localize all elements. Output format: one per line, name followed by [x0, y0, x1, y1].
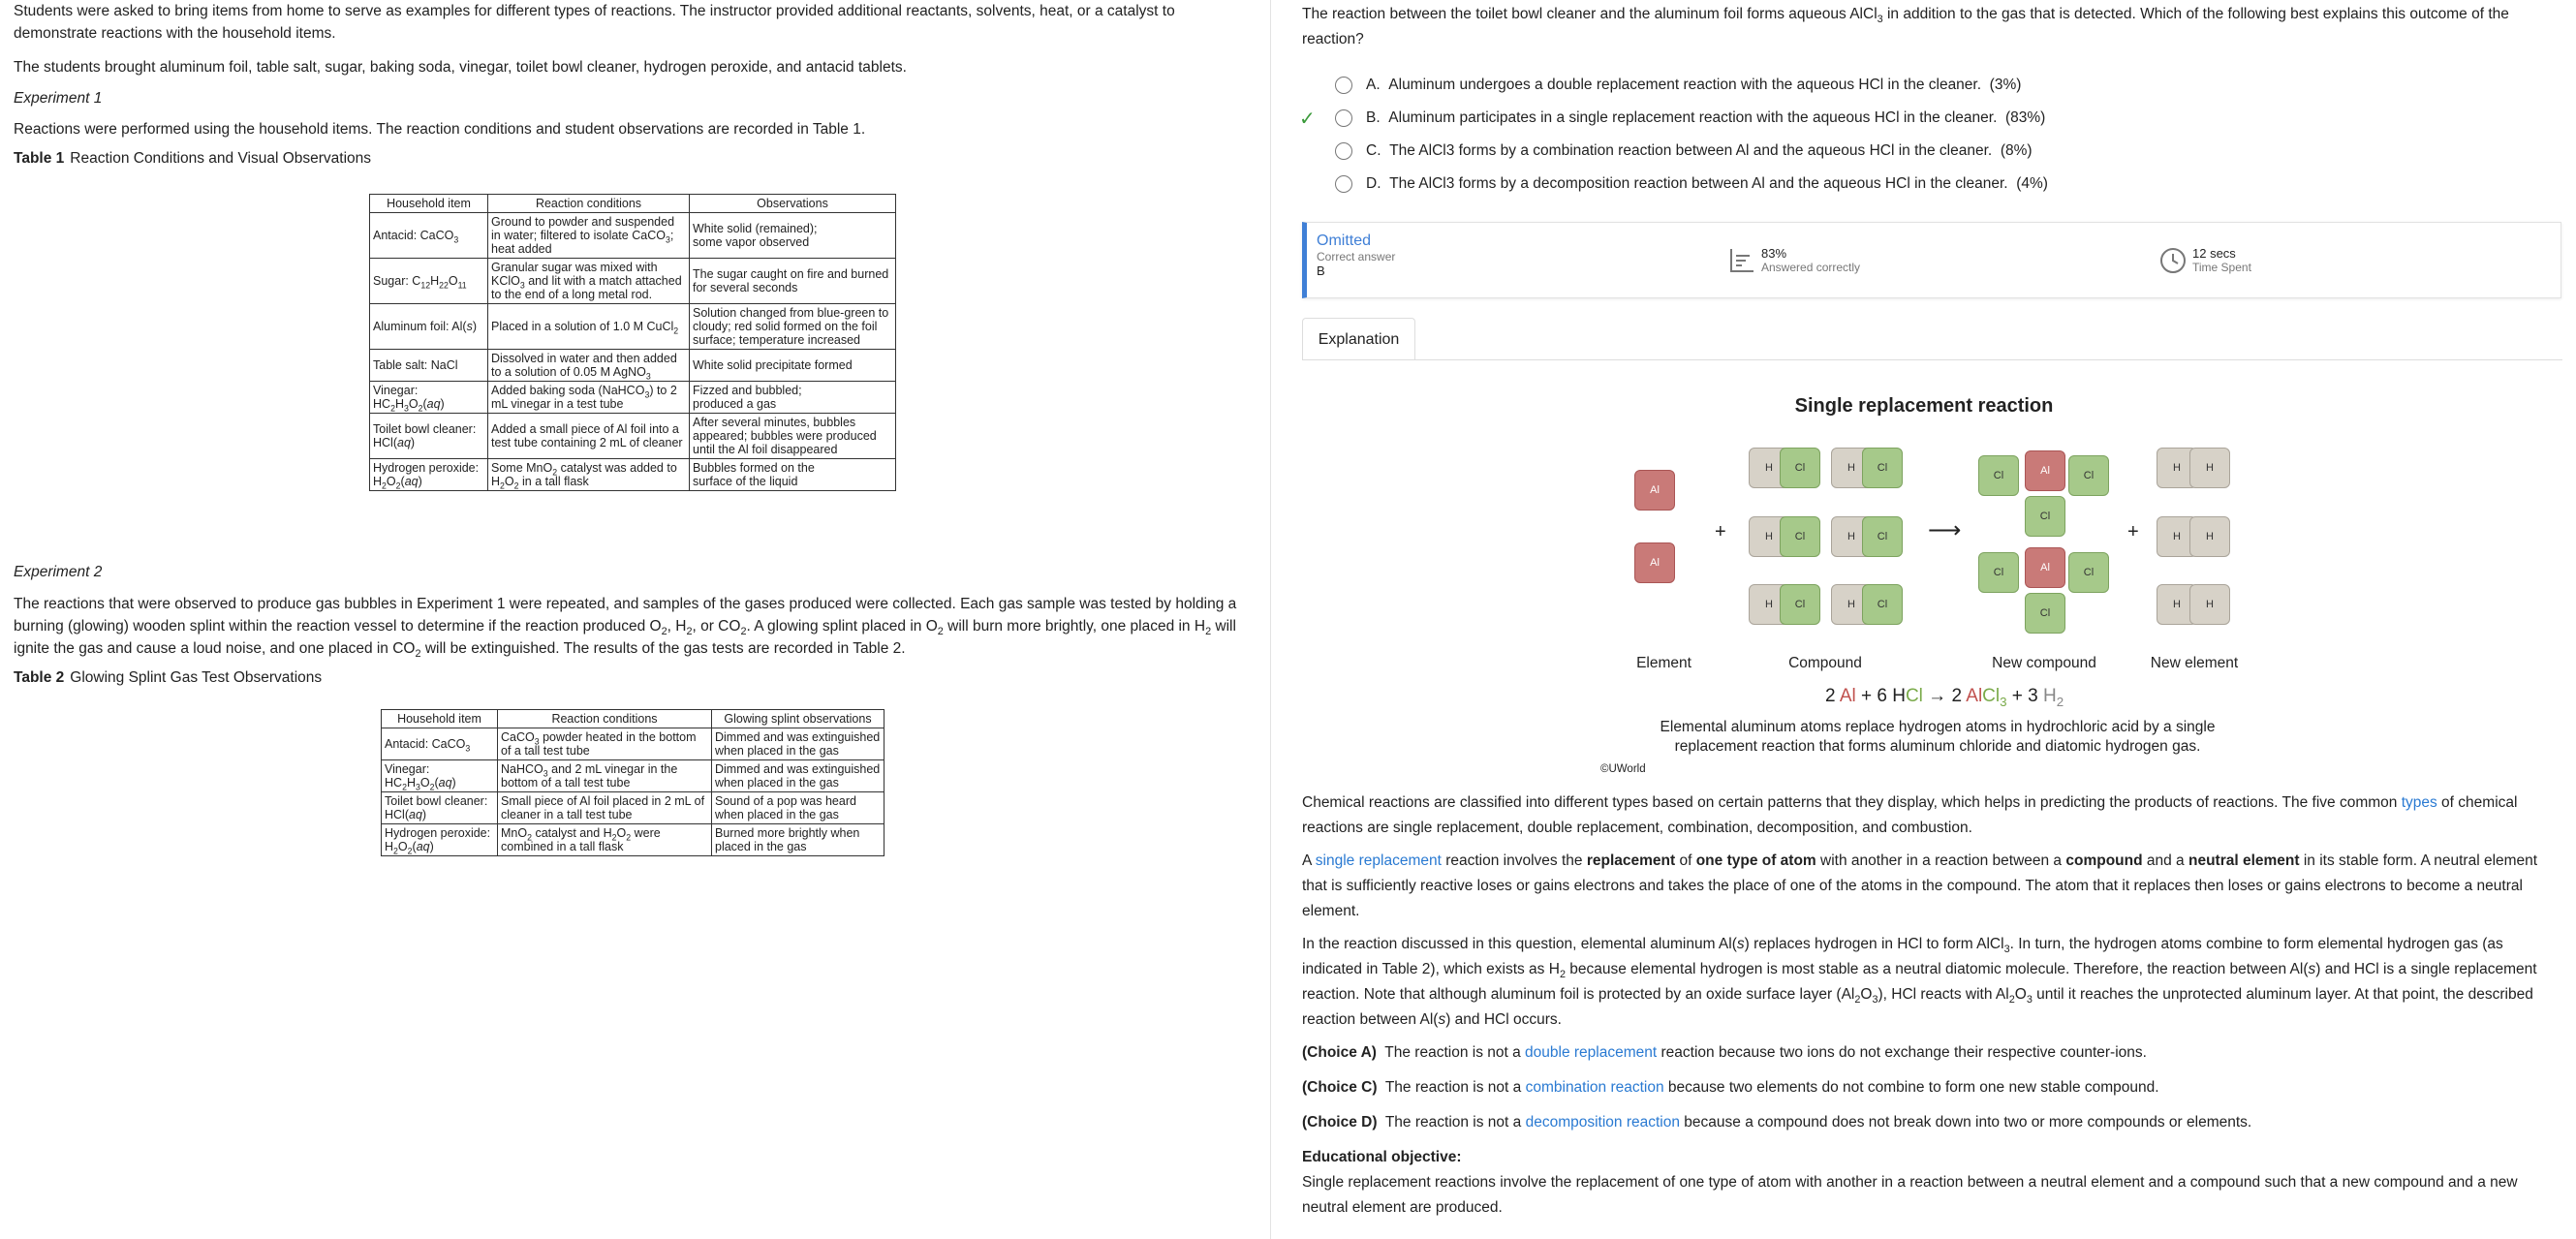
radio-button[interactable] — [1335, 175, 1352, 193]
hydrogen-piece: H — [2189, 516, 2230, 557]
answer-choice-a[interactable]: A. Aluminum undergoes a double replacement reaction with the aqueous HCl in the cleaner. (3%) — [1302, 73, 2021, 98]
percent-value: 83% — [1761, 246, 1787, 261]
aluminum-piece: Al — [2025, 450, 2065, 491]
table-row: Antacid: CaCO$_3$ CaCO$_3$ powder heated in the bottom of a tall test tube Dimmed and was extinguished when placed in the gas — [382, 728, 885, 760]
checkmark-icon: ✓ — [1299, 108, 1316, 130]
chlorine-piece: Cl — [2025, 496, 2065, 537]
clock-icon — [2159, 247, 2187, 274]
combination-reaction-link[interactable]: combination reaction — [1525, 1079, 1664, 1096]
decomposition-reaction-link[interactable]: decomposition reaction — [1525, 1114, 1680, 1131]
table-row: Aluminum foil: Al(s) Placed in a solution of 1.0 M CuCl$_2$ Solution changed from blue-green to cloudy; red solid formed on the foil surface; temperature increased — [370, 304, 896, 350]
educational-objective-heading: Educational objective: — [1302, 1149, 1462, 1165]
chlorine-piece: Cl — [1862, 516, 1903, 557]
hydrogen-piece: H — [2189, 584, 2230, 625]
passage-pane — [0, 0, 1271, 1239]
plus-sign: + — [1715, 521, 1726, 542]
types-link[interactable]: types — [2401, 794, 2437, 811]
hydrogen-piece: H — [1749, 516, 1789, 557]
table-2-caption: Table 2 Glowing Splint Gas Test Observations — [14, 669, 323, 686]
single-replacement-link[interactable]: single replacement — [1315, 852, 1442, 869]
table-1-header: Observations — [690, 195, 896, 213]
hydrogen-piece: H — [2157, 584, 2197, 625]
chlorine-piece: Cl — [2068, 455, 2109, 496]
choice-d-explanation: (Choice D) The reaction is not a decomposition reaction because a compound does not break down into two or more compounds or elements. — [1302, 1114, 2252, 1131]
tab-explanation[interactable]: Explanation — [1302, 318, 1415, 360]
table-2-header: Glowing splint observations — [712, 710, 885, 728]
intro-paragraph-2: The students brought aluminum foil, table salt, sugar, baking soda, vinegar, toilet bowl cleaner, hydrogen peroxide, and antacid tablets. — [14, 59, 907, 76]
educational-objective-text: Single replacement reactions involve the replacement of one type of atom with another in a reaction between a neutral element and a compound such that a new compound and a new neutral element are produced. — [1302, 1174, 2518, 1216]
chlorine-piece: Cl — [1978, 552, 2019, 593]
diagram-label-new-compound: New compound — [1992, 655, 2096, 671]
explanation-body — [1302, 790, 2561, 1221]
chlorine-piece: Cl — [1862, 584, 1903, 625]
diagram-label-new-element: New element — [2150, 655, 2239, 671]
table-row: Vinegar: $HC_2H_3O_2(aq)$ NaHCO$_3$ and 2 mL vinegar in the bottom of a tall test tube Dimmed and was extinguished when placed in the gas — [382, 760, 885, 792]
bar-chart-icon — [1728, 247, 1755, 274]
correct-answer-value: B — [1317, 263, 1325, 278]
choice-a-explanation: (Choice A) The reaction is not a double replacement reaction because two ions do not exchange their respective counter-ions. — [1302, 1044, 2147, 1061]
percent-label: Answered correctly — [1761, 261, 1861, 274]
diagram-title: Single replacement reaction — [1794, 395, 2054, 417]
table-2-header: Household item — [382, 710, 498, 728]
radio-button[interactable] — [1335, 142, 1352, 160]
chlorine-piece: Cl — [1780, 516, 1820, 557]
tab-divider — [1302, 359, 2562, 360]
answer-choice-d[interactable]: D. The AlCl3 forms by a decomposition reaction between Al and the aqueous HCl in the cleaner. (4%) — [1302, 171, 2048, 197]
hydrogen-piece: H — [2157, 516, 2197, 557]
explanation-paragraph-1: Chemical reactions are classified into different types based on certain patterns that they display, which helps in predicting the products of reactions. The five common types of chemical reactions are single replacement, double replacement, combination, decomposition, and combustion. — [1302, 794, 2518, 836]
experiment-1-text: Reactions were performed using the household items. The reaction conditions and student observations are recorded in Table 1. — [14, 121, 866, 138]
status-label: Omitted — [1317, 232, 1372, 249]
diagram-label-element: Element — [1636, 655, 1691, 671]
chlorine-piece: Cl — [1780, 584, 1820, 625]
table-row: Sugar: $C_{12}H_{22}O_{11}$ Granular sugar was mixed with KClO$_3$ and lit with a match attached to the end of a long metal rod. The sugar caught on fire and burned for several seconds — [370, 259, 896, 304]
aluminum-piece: Al — [1634, 470, 1675, 511]
explanation-paragraph-2: A single replacement reaction involves the replacement of one type of atom with another in a reaction between a compound and a neutral element in its stable form. A neutral element that is sufficiently reactive loses or gains electrons and takes the place of one of the atoms in the compound. The atom that it replaces then loses or gains electrons to become a neutral element. — [1302, 852, 2538, 919]
diagram-caption: Elemental aluminum atoms replace hydrogen atoms in hydrochloric acid by a single replacement reaction that forms aluminum chloride and diatomic hydrogen gas. — [1660, 719, 2216, 755]
hydrogen-piece: H — [1831, 584, 1872, 625]
time-spent-block — [2159, 246, 2251, 274]
table-row: Table salt: NaCl Dissolved in water and then added to a solution of 0.05 M AgNO$_3$ White solid precipitate formed — [370, 350, 896, 382]
experiment-2-heading: Experiment 2 — [14, 564, 103, 580]
intro-paragraph-1: Students were asked to bring items from home to serve as examples for different types of reactions. The instructor provided additional reactants, solvents, heat, or a catalyst to demonstrate reactions with the household items. — [14, 3, 1175, 42]
hydrogen-piece: H — [2189, 448, 2230, 488]
question-stem: The reaction between the toilet bowl cleaner and the aluminum foil forms aqueous AlCl$_3$ in addition to the gas that is detected. Which of the following best explains this outcome of the reaction? — [1302, 6, 2509, 47]
answer-stats-panel — [1302, 222, 2561, 298]
table-1 — [369, 194, 896, 491]
table-row: Toilet bowl cleaner: HCl(aq) Added a small piece of Al foil into a test tube containing 2 mL of cleaner After several minutes, bubbles appeared; bubbles were produced until the Al foil disappeared — [370, 414, 896, 459]
table-1-header: Reaction conditions — [488, 195, 690, 213]
reaction-arrow-icon: ⟶ — [1928, 517, 1962, 543]
time-value: 12 secs — [2192, 246, 2236, 261]
chlorine-piece: Cl — [1978, 455, 2019, 496]
table-1-header: Household item — [370, 195, 488, 213]
chlorine-piece: Cl — [2025, 593, 2065, 634]
table-row: Toilet bowl cleaner: HCl(aq) Small piece of Al foil placed in 2 mL of cleaner in a tall test tube Sound of a pop was heard when placed in the gas — [382, 792, 885, 824]
experiment-2-text: The reactions that were observed to produce gas bubbles in Experiment 1 were repeated, and samples of the gases produced were collected. Each gas sample was tested by holding a burning (glowing) wooden splint within the reaction vessel to determine if the reaction produced $O_2$, $H_2$, or $CO_2$. A glowing splint placed in $O_2$ will burn more brightly, one placed in $H_2$ will ignite the gas and cause a loud noise, and one placed in $CO_2$ will be extinguished. The results of the gas tests are recorded in Table 2. — [14, 596, 1237, 661]
chlorine-piece: Cl — [1862, 448, 1903, 488]
table-row: Hydrogen peroxide: $H_2O_2(aq)$ MnO$_2$ catalyst and $H_2O_2$ were combined in a tall flask Burned more brightly when placed in the gas — [382, 824, 885, 856]
table-row: Vinegar: $HC_2H_3O_2(aq)$ Added baking soda (NaHCO$_3$) to 2 mL vinegar in a test tube Fizzed and bubbled; produced a gas — [370, 382, 896, 414]
aluminum-piece: Al — [2025, 547, 2065, 588]
radio-button[interactable] — [1335, 109, 1352, 127]
diagram-label-compound: Compound — [1788, 655, 1862, 671]
correct-answer-block — [1317, 232, 1395, 278]
answer-choice-c[interactable]: C. The AlCl3 forms by a combination reaction between Al and the aqueous HCl in the cleaner. (8%) — [1302, 139, 2033, 164]
radio-button[interactable] — [1335, 77, 1352, 94]
double-replacement-link[interactable]: double replacement — [1525, 1044, 1658, 1061]
copyright-notice: ©UWorld — [1600, 763, 1646, 775]
aluminum-piece: Al — [1634, 542, 1675, 583]
chlorine-piece: Cl — [2068, 552, 2109, 593]
hydrogen-piece: H — [2157, 448, 2197, 488]
table-2 — [381, 709, 885, 856]
chlorine-piece: Cl — [1780, 448, 1820, 488]
experiment-1-heading: Experiment 1 — [14, 90, 103, 107]
hydrogen-piece: H — [1749, 448, 1789, 488]
table-1-caption: Table 1 Reaction Conditions and Visual Observations — [14, 150, 372, 167]
explanation-paragraph-3: In the reaction discussed in this question, elemental aluminum Al(s) replaces hydrogen in HCl to form AlCl$_3$. In turn, the hydrogen atoms combine to form elemental hydrogen gas (as indicated in Table 2), which exists as $H_2$ because elemental hydrogen is most stable as a neutral diatomic molecule. Therefore, the reaction between Al(s) and HCl is a single replacement reaction. Note that although aluminum foil is protected by an oxide surface layer $(Al_2O_3)$, HCl reacts with $Al_2O_3$ until it reaches the unprotected aluminum layer. At that point, the described reaction between Al(s) and HCl occurs. — [1302, 936, 2537, 1028]
hydrogen-piece: H — [1831, 448, 1872, 488]
hydrogen-piece: H — [1749, 584, 1789, 625]
table-row: Hydrogen peroxide: $H_2O_2(aq)$ Some MnO$_2$ catalyst was added to $H_2O_2$ in a tall flask Bubbles formed on the surface of the liquid — [370, 459, 896, 491]
table-row: Antacid: CaCO$_3$ Ground to powder and suspended in water; filtered to isolate CaCO$_3$; heat added White solid (remained); some vapor observed — [370, 213, 896, 259]
balanced-equation: 2 Al + 6 HCl → 2 AlCl$_3$ + 3 $H_2$ — [1825, 686, 2064, 709]
table-2-header: Reaction conditions — [498, 710, 712, 728]
answer-choice-b[interactable]: ✓ B. Aluminum participates in a single replacement reaction with the aqueous HCl in the cleaner. (83%) — [1299, 108, 2046, 130]
time-label: Time Spent — [2192, 261, 2251, 274]
correct-answer-label: Correct answer — [1317, 250, 1396, 263]
hydrogen-piece: H — [1831, 516, 1872, 557]
percent-correct-block — [1728, 246, 1860, 274]
choice-c-explanation: (Choice C) The reaction is not a combination reaction because two elements do not combine to form one new stable compound. — [1302, 1079, 2159, 1096]
plus-sign: + — [2127, 521, 2139, 542]
